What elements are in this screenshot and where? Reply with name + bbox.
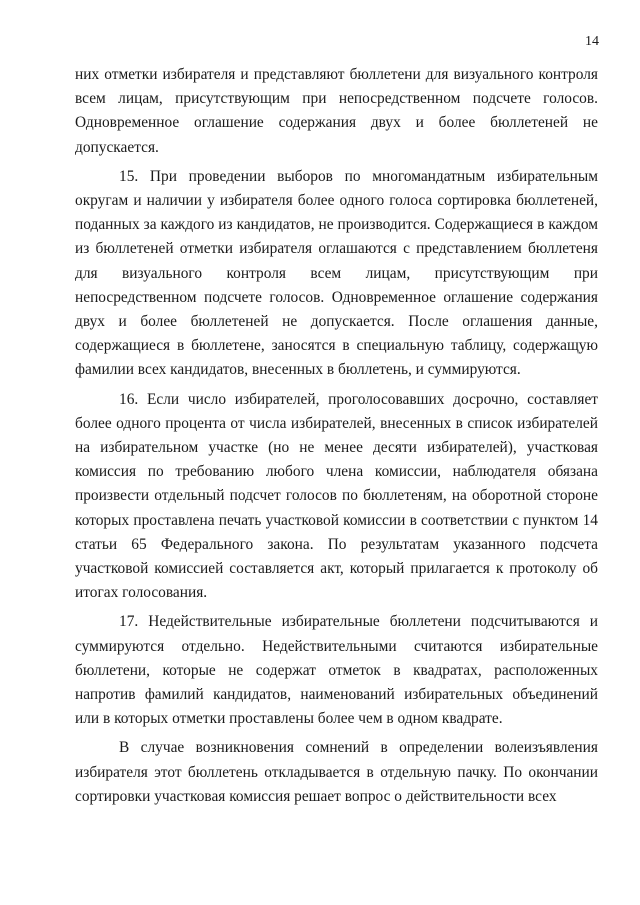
paragraph-item-15: 15. При проведении выборов по многомандатным избирательным округам и наличии у избирателя более одного голоса сортировка бюллетеней, поданных за каждого из кандидатов, не производится. Содержащиеся в каждом из бюллетеней отметки избирателя оглашаются с представлением бюллетеня для визуального контроля всем лицам, присутствующим при непосредственном подсчете голосов. Одновременное оглашение содержания двух и более бюллетеней не допускается. После оглашения данные, содержащиеся в бюллетене, заносятся в специальную таблицу, содержащую фамилии всех кандидатов, внесенных в бюллетень, и суммируются. — [75, 167, 598, 379]
page-number: 14 — [585, 34, 599, 49]
paragraph-doubt-case: В случае возникновения сомнений в определении волеизъявления избирателя этот бюллетень откладывается в отдельную пачку. По окончании сортировки участковая комиссия решает вопрос о действительности всех — [75, 739, 598, 805]
paragraph-item-17: 17. Недействительные избирательные бюллетени подсчитываются и суммируются отдельно. Недействительными считаются избирательные бюллетени, которые не содержат отметок в квадратах, расположенных напротив фамилий кандидатов, наименований избирательных объединений или в которых отметки проставлены более чем в одном квадрате. — [75, 613, 598, 728]
document-body — [75, 63, 598, 809]
paragraph-item-16: 16. Если число избирателей, проголосовавших досрочно, составляет более одного процента от числа избирателей, внесенных в список избирателей на избирательном участке (но не менее десяти избирателей), участковая комиссия по требованию любого члена комиссии, наблюдателя обязана произвести отдельный подсчет голосов по бюллетеням, на оборотной стороне которых проставлена печать участковой комиссии в соответствии с пунктом 14 статьи 65 Федерального закона. По результатам указанного подсчета участковой комиссией составляется акт, который прилагается к протоколу об итогах голосования. — [75, 390, 598, 602]
paragraph-continuation: них отметки избирателя и представляют бюллетени для визуального контроля всем лицам, присутствующим при непосредственном подсчете голосов. Одновременное оглашение содержания двух и более бюллетеней не допускается. — [75, 66, 598, 156]
